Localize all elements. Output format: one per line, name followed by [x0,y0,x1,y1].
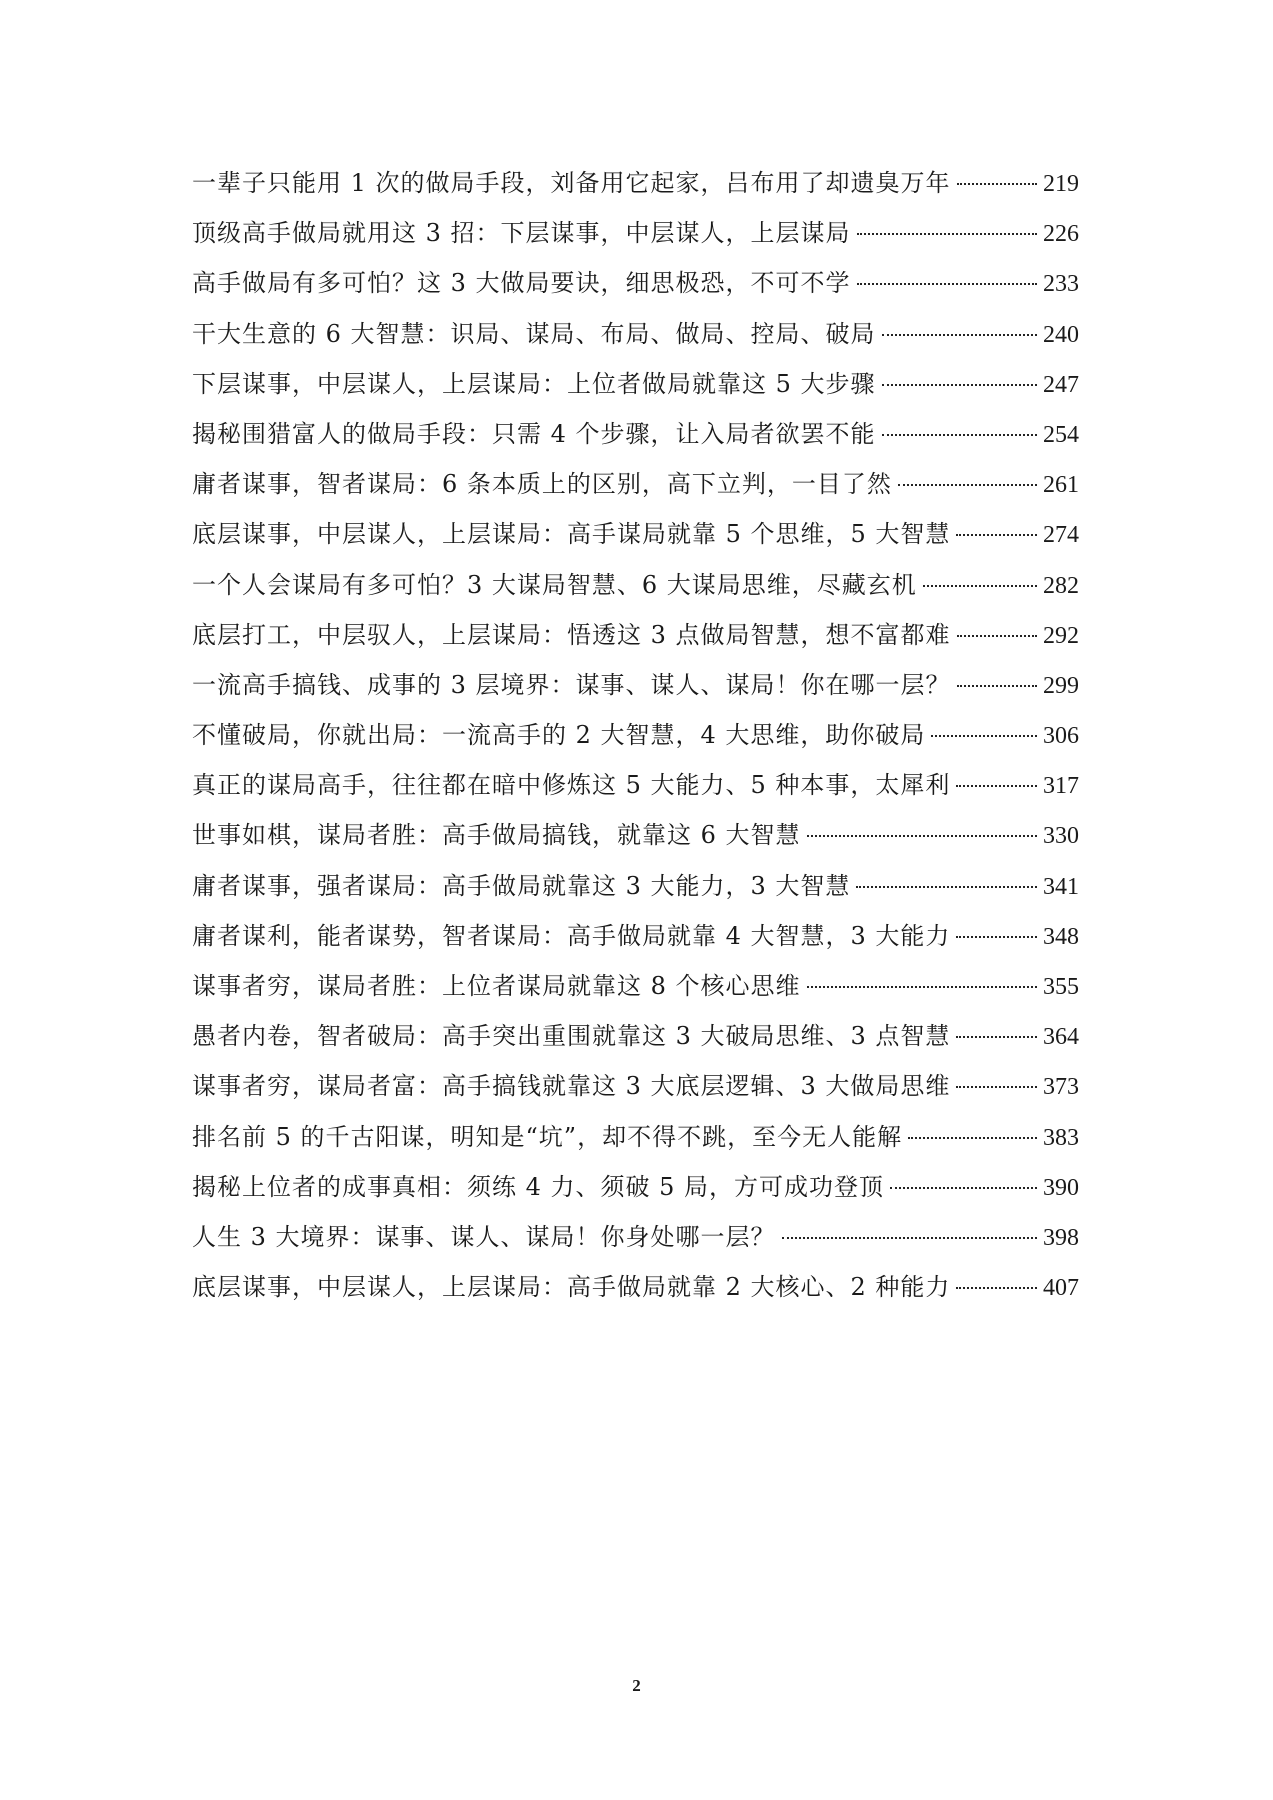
toc-entry-title: 庸者谋事，智者谋局：6 条本质上的区别，高下立判，一目了然 [192,470,892,499]
toc-entry-title: 一辈子只能用 1 次的做局手段，刘备用它起家，吕布用了却遗臭万年 [192,169,951,197]
toc-entry-title: 揭秘上位者的成事真相：须练 4 力、须破 5 局，方可成功登顶 [192,1172,885,1201]
toc-entry-page-number: 383 [1043,1124,1079,1151]
toc-entry[interactable] [192,760,1079,810]
toc-entry-page-number: 390 [1043,1174,1079,1201]
toc-entry[interactable] [192,961,1079,1011]
toc-entry-page-number: 355 [1043,974,1079,1000]
toc-entry-title: 底层打工，中层驭人，上层谋局：悟透这 3 点做局智慧，想不富都难 [192,620,951,649]
dot-leader [882,384,1037,386]
toc-entry-page-number: 348 [1043,923,1079,950]
toc-entry-title: 下层谋事，中层谋人，上层谋局：上位者做局就靠这 5 大步骤 [192,369,876,398]
toc-entry-page-number: 341 [1043,873,1079,900]
toc-entry-page-number: 219 [1043,171,1079,197]
toc-entry-page-number: 261 [1043,472,1079,499]
dot-leader [882,334,1037,336]
dot-leader [890,1187,1037,1189]
toc-entry[interactable] [192,560,1079,610]
toc-entry-title: 人生 3 大境界：谋事、谋人、谋局！你身处哪一层？ [192,1222,776,1251]
toc-entry[interactable] [192,1112,1079,1162]
dot-leader [956,1086,1037,1088]
dot-leader [857,283,1037,285]
page-number: 2 [632,1676,641,1695]
toc-entry-page-number: 292 [1043,622,1079,649]
toc-entry-page-number: 233 [1043,271,1079,298]
dot-leader [807,835,1037,837]
toc-entry-title: 谋事者穷，谋局者富：高手搞钱就靠这 3 大底层逻辑、3 大做局思维 [192,1072,951,1101]
toc-entry-title: 愚者内卷，智者破局：高手突出重围就靠这 3 大破局思维、3 点智慧 [192,1022,951,1051]
toc-entry-page-number: 274 [1043,522,1079,549]
toc-entry-page-number: 306 [1043,723,1079,750]
toc-entry[interactable] [192,610,1079,660]
toc-entry[interactable] [192,258,1079,308]
toc-entry[interactable] [192,861,1079,911]
toc-entry-title: 干大生意的 6 大智慧：识局、谋局、布局、做局、控局、破局 [192,319,876,348]
toc-entry[interactable] [192,409,1079,459]
dot-leader [856,886,1037,888]
dot-leader [807,986,1037,988]
toc-entry-title: 顶级高手做局就用这 3 招：下层谋事，中层谋人，上层谋局 [192,219,851,248]
toc-entry-title: 真正的谋局高手，往往都在暗中修炼这 5 大能力、5 种本事，太犀利 [192,771,951,800]
dot-leader [931,735,1037,737]
toc-entry-page-number: 299 [1043,672,1079,699]
dot-leader [956,1287,1037,1289]
toc-entry-page-number: 364 [1043,1024,1079,1051]
toc-entry-page-number: 398 [1043,1224,1079,1251]
dot-leader [956,936,1037,938]
toc-entry[interactable] [192,208,1079,258]
toc-entry-title: 一个人会谋局有多可怕？3 大谋局智慧、6 大谋局思维，尽藏玄机 [192,570,917,599]
toc-entry[interactable] [192,359,1079,409]
dot-leader [923,585,1037,587]
dot-leader [957,635,1037,637]
dot-leader [782,1237,1037,1239]
toc-entry-page-number: 254 [1043,421,1079,448]
toc-entry-title: 底层谋事，中层谋人，上层谋局：高手做局就靠 2 大核心、2 种能力 [192,1273,951,1302]
toc-entry-page-number: 226 [1043,221,1079,248]
toc-entry[interactable] [192,810,1079,860]
toc-entry[interactable] [192,509,1079,559]
dot-leader [857,233,1037,235]
dot-leader [957,685,1037,687]
toc-entry[interactable] [192,158,1079,208]
toc-entry-title: 庸者谋事，强者谋局：高手做局就靠这 3 大能力，3 大智慧 [192,871,851,900]
dot-leader [956,534,1037,536]
toc-entry-page-number: 317 [1043,773,1079,800]
toc-entry-title: 世事如棋，谋局者胜：高手做局搞钱，就靠这 6 大智慧 [192,821,801,850]
toc-entry-page-number: 330 [1043,823,1079,850]
toc-entry[interactable] [192,1262,1079,1312]
toc-entry[interactable] [192,309,1079,359]
toc-entry-page-number: 240 [1043,321,1079,348]
toc-entry-title: 底层谋事，中层谋人，上层谋局：高手谋局就靠 5 个思维，5 大智慧 [192,520,951,549]
toc-entry[interactable] [192,710,1079,760]
toc-entry-page-number: 282 [1043,572,1079,599]
toc-entry[interactable] [192,660,1079,710]
dot-leader [957,183,1037,185]
dot-leader [882,434,1037,436]
toc-entry-title: 揭秘围猎富人的做局手段：只需 4 个步骤，让入局者欲罢不能 [192,419,876,448]
dot-leader [898,484,1037,486]
toc-entry[interactable] [192,1162,1079,1212]
dot-leader [956,1036,1037,1038]
toc-entry[interactable] [192,1061,1079,1111]
dot-leader [908,1137,1037,1139]
toc-entry[interactable] [192,1212,1079,1262]
toc-entry[interactable] [192,1011,1079,1061]
toc-entry-page-number: 373 [1043,1074,1079,1101]
toc-entry[interactable] [192,459,1079,509]
toc-entry[interactable] [192,911,1079,961]
table-of-contents [192,158,1079,1312]
toc-entry-title: 排名前 5 的千古阳谋，明知是“坑”，却不得不跳，至今无人能解 [192,1122,903,1151]
toc-entry-page-number: 407 [1043,1275,1079,1302]
toc-entry-title: 庸者谋利，能者谋势，智者谋局：高手做局就靠 4 大智慧，3 大能力 [192,921,951,950]
toc-entry-title: 一流高手搞钱、成事的 3 层境界：谋事、谋人、谋局！你在哪一层？ [192,670,951,699]
toc-entry-title: 谋事者穷，谋局者胜：上位者谋局就靠这 8 个核心思维 [192,972,801,1000]
dot-leader [956,785,1037,787]
toc-entry-title: 高手做局有多可怕？这 3 大做局要诀，细思极恐，不可不学 [192,269,851,298]
toc-entry-title: 不懂破局，你就出局：一流高手的 2 大智慧，4 大思维，助你破局 [192,721,926,750]
toc-entry-page-number: 247 [1043,371,1079,398]
